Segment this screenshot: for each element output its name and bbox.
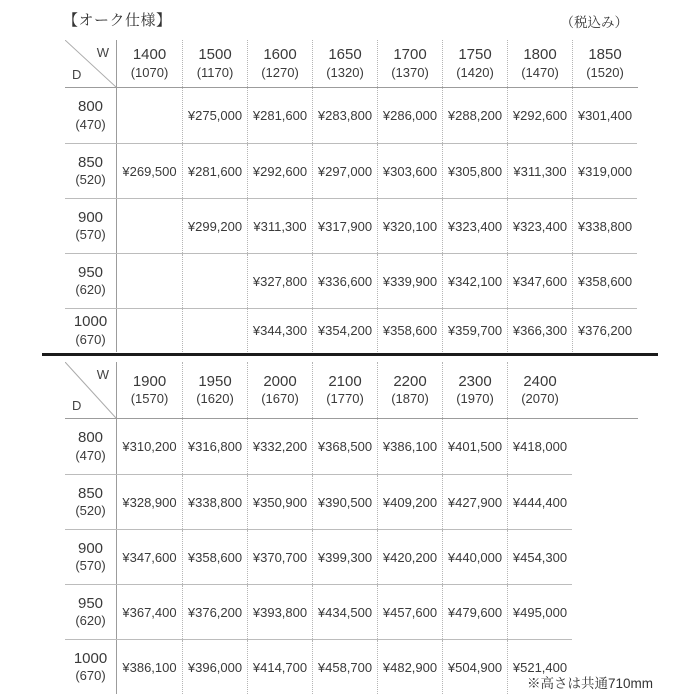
price-cell: ¥458,700	[312, 640, 377, 694]
row-header-depth	[65, 309, 117, 352]
price-cell: ¥347,600	[122, 549, 177, 565]
width-inner-value: (1070)	[130, 64, 169, 80]
width-outer-value: 2200	[393, 372, 427, 390]
width-outer-value: 1800	[523, 46, 557, 63]
price-cell: ¥457,600	[377, 585, 442, 639]
price-cell: ¥495,000	[507, 585, 572, 639]
price-cell: ¥336,600	[312, 254, 377, 308]
price-cell	[182, 309, 247, 352]
depth-inner-value: (620)	[75, 613, 106, 629]
price-cell: ¥368,500	[312, 419, 377, 474]
corner-d-label: D	[72, 398, 82, 413]
width-outer-value: 1600	[263, 46, 297, 63]
price-cell: ¥286,000	[377, 88, 442, 143]
depth-outer-value: 800	[77, 98, 104, 115]
column-header-width	[182, 362, 247, 418]
depth-outer-value: 950	[77, 594, 104, 612]
width-inner-value: (1270)	[261, 64, 299, 80]
depth-inner-value: (570)	[75, 558, 106, 574]
price-cell: ¥338,800	[182, 475, 247, 529]
price-cell: ¥401,500	[442, 419, 507, 474]
table-header-row	[65, 362, 638, 419]
width-outer-value: 2400	[523, 372, 557, 390]
column-header-width	[572, 40, 637, 87]
width-outer-value: 1400	[132, 46, 167, 63]
price-cell: ¥303,600	[377, 144, 442, 198]
price-cell: ¥301,400	[572, 88, 637, 143]
price-cell: ¥393,800	[247, 585, 312, 639]
table-row	[65, 584, 572, 639]
depth-outer-value: 850	[77, 153, 104, 171]
row-header-depth	[65, 199, 117, 253]
depth-inner-value: (520)	[75, 503, 106, 519]
depth-outer-value: 850	[77, 484, 104, 502]
width-outer-value: 2300	[458, 372, 492, 390]
width-inner-value: (1370)	[391, 64, 429, 80]
price-cell: ¥288,200	[442, 88, 507, 143]
width-outer-value: 1900	[132, 372, 167, 390]
column-header-width	[117, 40, 182, 87]
depth-outer-value: 950	[77, 263, 104, 281]
width-inner-value: (1970)	[456, 391, 494, 407]
table-row	[65, 419, 572, 474]
price-cell: ¥427,900	[442, 475, 507, 529]
width-inner-value: (1320)	[326, 64, 364, 80]
price-cell: ¥434,500	[312, 585, 377, 639]
price-cell: ¥275,000	[182, 88, 247, 143]
table-header-row	[65, 40, 638, 88]
price-cell: ¥444,400	[507, 475, 572, 529]
price-cell: ¥386,100	[377, 419, 442, 474]
depth-inner-value: (670)	[75, 668, 106, 684]
table-row	[65, 88, 637, 143]
price-cell: ¥359,700	[442, 309, 507, 352]
depth-outer-value: 900	[77, 539, 104, 557]
column-header-width	[247, 40, 312, 87]
price-cell: ¥317,900	[312, 199, 377, 253]
column-header-width	[507, 40, 572, 87]
price-cell: ¥366,300	[507, 309, 572, 352]
price-cell: ¥396,000	[182, 640, 247, 694]
price-cell: ¥420,200	[377, 530, 442, 584]
width-outer-value: 1650	[328, 46, 362, 63]
price-cell: ¥269,500	[122, 163, 177, 179]
price-cell	[117, 88, 182, 143]
price-table-2	[65, 362, 638, 694]
row-header-depth	[65, 530, 117, 584]
price-cell: ¥376,200	[572, 309, 637, 352]
price-cell	[117, 254, 182, 308]
width-outer-value: 1850	[588, 46, 622, 63]
depth-inner-value: (670)	[75, 331, 106, 347]
price-cell: ¥418,000	[507, 419, 572, 474]
price-cell: ¥310,200	[122, 439, 177, 454]
price-cell: ¥504,900	[442, 640, 507, 694]
width-inner-value: (1670)	[261, 391, 299, 407]
width-outer-value: 1950	[198, 372, 232, 390]
table-row	[65, 639, 572, 694]
corner-d-label: D	[72, 67, 82, 82]
column-header-width	[442, 362, 507, 418]
price-cell: ¥344,300	[247, 309, 312, 352]
price-cell: ¥305,800	[442, 144, 507, 198]
price-cell: ¥292,600	[507, 88, 572, 143]
price-cell: ¥521,400	[507, 640, 572, 694]
table-row	[65, 253, 637, 308]
width-inner-value: (1620)	[196, 391, 234, 407]
price-cell: ¥339,900	[377, 254, 442, 308]
price-cell: ¥311,300	[247, 199, 312, 253]
price-cell: ¥316,800	[182, 419, 247, 474]
width-inner-value: (1770)	[326, 391, 364, 407]
column-header-width	[117, 362, 182, 418]
width-outer-value: 1700	[393, 46, 427, 63]
price-cell: ¥292,600	[247, 144, 312, 198]
row-header-depth	[65, 419, 117, 474]
price-cell: ¥328,900	[122, 494, 177, 510]
price-cell	[182, 254, 247, 308]
column-header-width	[507, 362, 572, 418]
price-cell: ¥281,600	[247, 88, 312, 143]
table-row	[65, 198, 637, 253]
price-cell	[117, 199, 182, 253]
row-header-depth	[65, 585, 117, 639]
depth-outer-value: 1000	[73, 313, 108, 330]
row-header-depth	[65, 475, 117, 529]
width-inner-value: (1870)	[391, 391, 429, 407]
price-cell: ¥350,900	[247, 475, 312, 529]
price-cell: ¥390,500	[312, 475, 377, 529]
column-header-width	[442, 40, 507, 87]
price-cell: ¥367,400	[122, 604, 177, 620]
corner-w-label: W	[96, 367, 109, 382]
price-cell: ¥358,600	[572, 254, 637, 308]
price-cell: ¥370,700	[247, 530, 312, 584]
wd-corner-cell	[65, 40, 117, 87]
width-outer-value: 2000	[263, 372, 297, 390]
price-cell: ¥311,300	[507, 144, 572, 198]
price-cell	[117, 309, 182, 352]
row-header-depth	[65, 88, 117, 143]
width-outer-value: 1500	[198, 46, 232, 63]
column-header-width	[312, 362, 377, 418]
wd-corner-cell	[65, 362, 117, 418]
price-cell: ¥409,200	[377, 475, 442, 529]
width-inner-value: (1570)	[130, 391, 169, 407]
price-cell: ¥338,800	[572, 199, 637, 253]
corner-w-label: W	[96, 45, 109, 60]
price-cell: ¥320,100	[377, 199, 442, 253]
width-outer-value: 1750	[458, 46, 492, 63]
price-cell: ¥414,700	[247, 640, 312, 694]
price-cell: ¥354,200	[312, 309, 377, 352]
width-inner-value: (1470)	[521, 64, 559, 80]
price-cell: ¥281,600	[182, 144, 247, 198]
price-cell: ¥332,200	[247, 419, 312, 474]
price-table-1	[65, 40, 638, 352]
height-footnote: ※高さは共通710mm	[526, 676, 653, 691]
price-cell: ¥399,300	[312, 530, 377, 584]
depth-inner-value: (470)	[75, 447, 106, 463]
price-cell: ¥482,900	[377, 640, 442, 694]
column-header-width	[377, 362, 442, 418]
price-cell: ¥297,000	[312, 144, 377, 198]
price-cell: ¥358,600	[182, 530, 247, 584]
price-cell: ¥479,600	[442, 585, 507, 639]
column-header-width	[312, 40, 377, 87]
depth-outer-value: 900	[77, 208, 104, 226]
row-header-depth	[65, 640, 117, 694]
table-row	[65, 143, 637, 198]
price-cell: ¥358,600	[377, 309, 442, 352]
price-cell: ¥283,800	[312, 88, 377, 143]
price-cell: ¥376,200	[182, 585, 247, 639]
tax-included-note: （税込み）	[560, 15, 628, 30]
table-row	[65, 529, 572, 584]
price-cell: ¥454,300	[507, 530, 572, 584]
table-row	[65, 474, 572, 529]
column-header-width	[247, 362, 312, 418]
price-cell: ¥319,000	[572, 144, 637, 198]
depth-outer-value: 1000	[73, 649, 108, 667]
width-inner-value: (1420)	[456, 64, 494, 80]
column-header-width	[377, 40, 442, 87]
row-header-depth	[65, 144, 117, 198]
width-outer-value: 2100	[328, 372, 362, 390]
price-cell: ¥347,600	[507, 254, 572, 308]
table-row	[65, 308, 637, 352]
table-section-divider	[42, 353, 658, 356]
price-cell: ¥327,800	[247, 254, 312, 308]
page-title: 【オーク仕様】	[63, 12, 172, 29]
price-cell: ¥323,400	[507, 199, 572, 253]
width-inner-value: (1170)	[196, 64, 234, 80]
width-inner-value: (2070)	[521, 391, 559, 407]
depth-inner-value: (470)	[75, 116, 106, 132]
price-cell: ¥323,400	[442, 199, 507, 253]
price-cell: ¥386,100	[122, 659, 177, 675]
depth-outer-value: 800	[77, 429, 104, 446]
price-cell: ¥440,000	[442, 530, 507, 584]
depth-inner-value: (520)	[75, 172, 106, 188]
depth-inner-value: (570)	[75, 227, 106, 243]
column-header-width	[182, 40, 247, 87]
price-cell: ¥342,100	[442, 254, 507, 308]
row-header-depth	[65, 254, 117, 308]
width-inner-value: (1520)	[586, 64, 624, 80]
price-cell: ¥299,200	[182, 199, 247, 253]
depth-inner-value: (620)	[75, 282, 106, 298]
